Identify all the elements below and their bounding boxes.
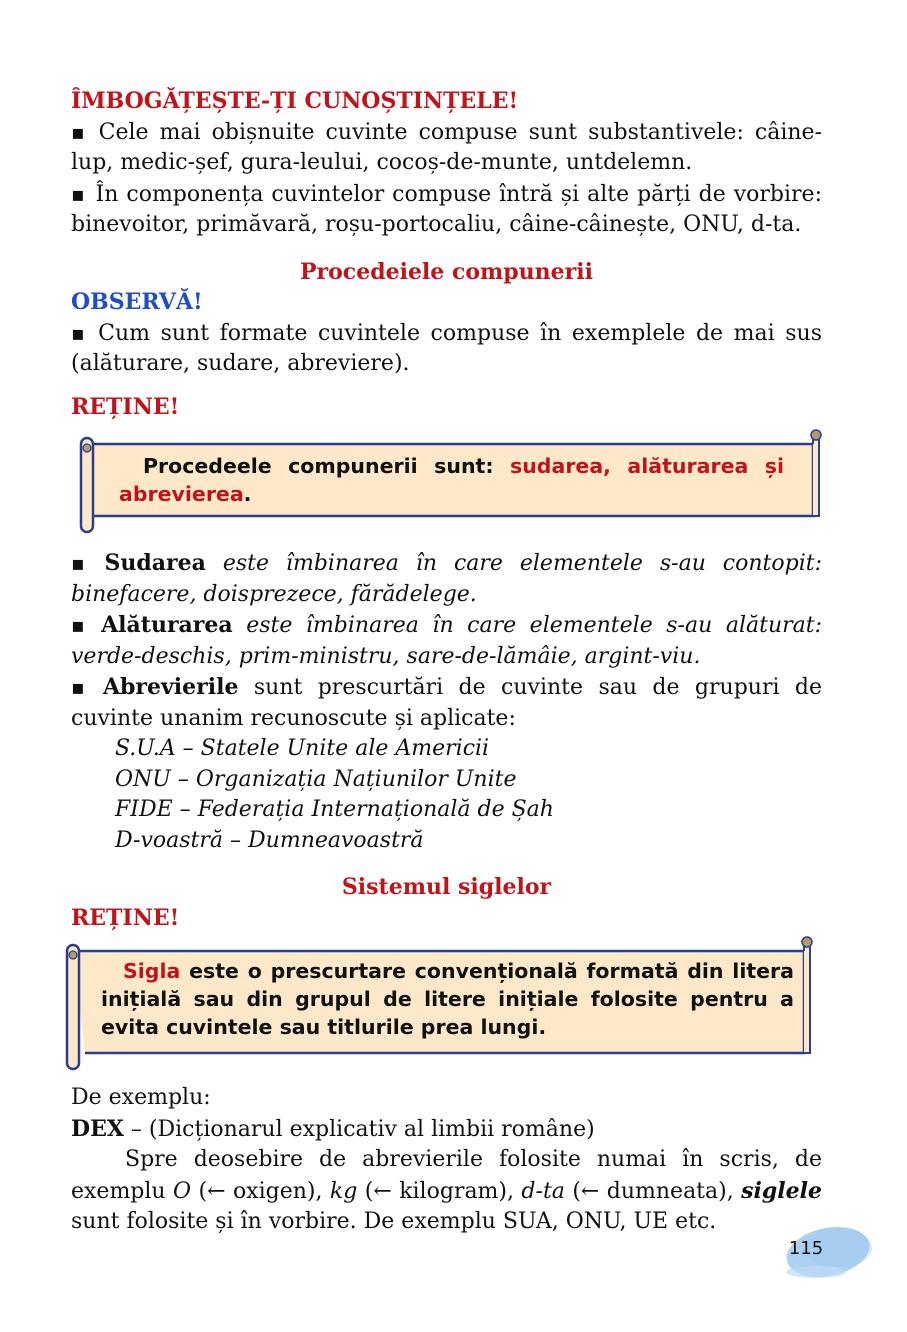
retine-label-2: REȚINE! — [71, 904, 180, 931]
enrich-bullet-1: ▪ Cele mai obișnuite cuvinte compuse sunt substantivele: câine-lup, medic-șef, gura-leului, cocoș-de-munte, untdelemn. — [71, 117, 822, 179]
enrich-heading: ÎMBOGĂȚEȘTE-ȚI CUNOȘTINȚELE! — [71, 88, 519, 114]
example-item: ONU – Organizația Națiunilor Unite — [115, 766, 517, 792]
abrevierile-item: ▪ Abrevierile sunt prescurtări de cuvinte sau de grupuri de cuvinte unanim recunoscute și aplicate: — [71, 672, 822, 734]
alaturarea-item: ▪ Alăturarea este îmbinarea în care elementele s-au alăturat: verde-deschis, prim-ministru, sare-de-lămâie, argint-viu. — [71, 610, 822, 672]
section-title-compunere: Procedeiele compunerii — [300, 258, 593, 285]
page-number: 115 — [788, 1238, 824, 1259]
dex-line: DEX – (Dicționarul explicativ al limbii române) — [71, 1115, 595, 1142]
final-paragraph: Spre deosebire de abrevierile folosite numai în scris, de exemplu O (← oxigen), kg (← kilogram), d-ta (← dumneata), siglele sunt folosite și în vorbire. De exemplu SUA, ONU, UE etc. — [71, 1147, 822, 1234]
page-number-badge — [776, 1222, 876, 1284]
page-content — [71, 86, 822, 1238]
sudarea-item: ▪ Sudarea este îmbinarea în care elementele s-au contopit: binefacere, doisprezece, fărădelege. — [71, 548, 822, 610]
scroll-box-sigla — [71, 941, 822, 1071]
scroll-box-procedee — [71, 430, 822, 536]
section-title-sigle: Sistemul siglelor — [341, 874, 552, 900]
enrich-bullet-2: ▪ În componența cuvintelor compuse întră și alte părți de vorbire: binevoitor, primăvară, roșu-portocaliu, câine-câinește, ONU, d-ta. — [71, 179, 822, 241]
observa-bullet: ▪ Cum sunt formate cuvintele compuse în exemplele de mai sus (alăturare, sudare, abreviere). — [71, 318, 822, 380]
observa-label: OBSERVĂ! — [71, 289, 203, 315]
scroll-text-procedee: Procedeele compunerii sunt: sudarea, alăturarea și abrevierea. — [119, 454, 784, 506]
example-item: S.U.A – Statele Unite ale Americii — [115, 736, 490, 761]
de-exemplu: De exemplu: — [71, 1085, 211, 1110]
scroll-text-sigla: Sigla este o prescurtare convențională formată din litera inițială sau din grupul de litere inițiale folosite pentru a evita cuvintele sau titlurile prea lungi. — [101, 959, 794, 1039]
example-item: FIDE – Federația Internațională de Șah — [115, 797, 554, 822]
example-item: D-voastră – Dumneavoastră — [115, 827, 424, 853]
retine-label-1: REȚINE! — [71, 393, 180, 420]
